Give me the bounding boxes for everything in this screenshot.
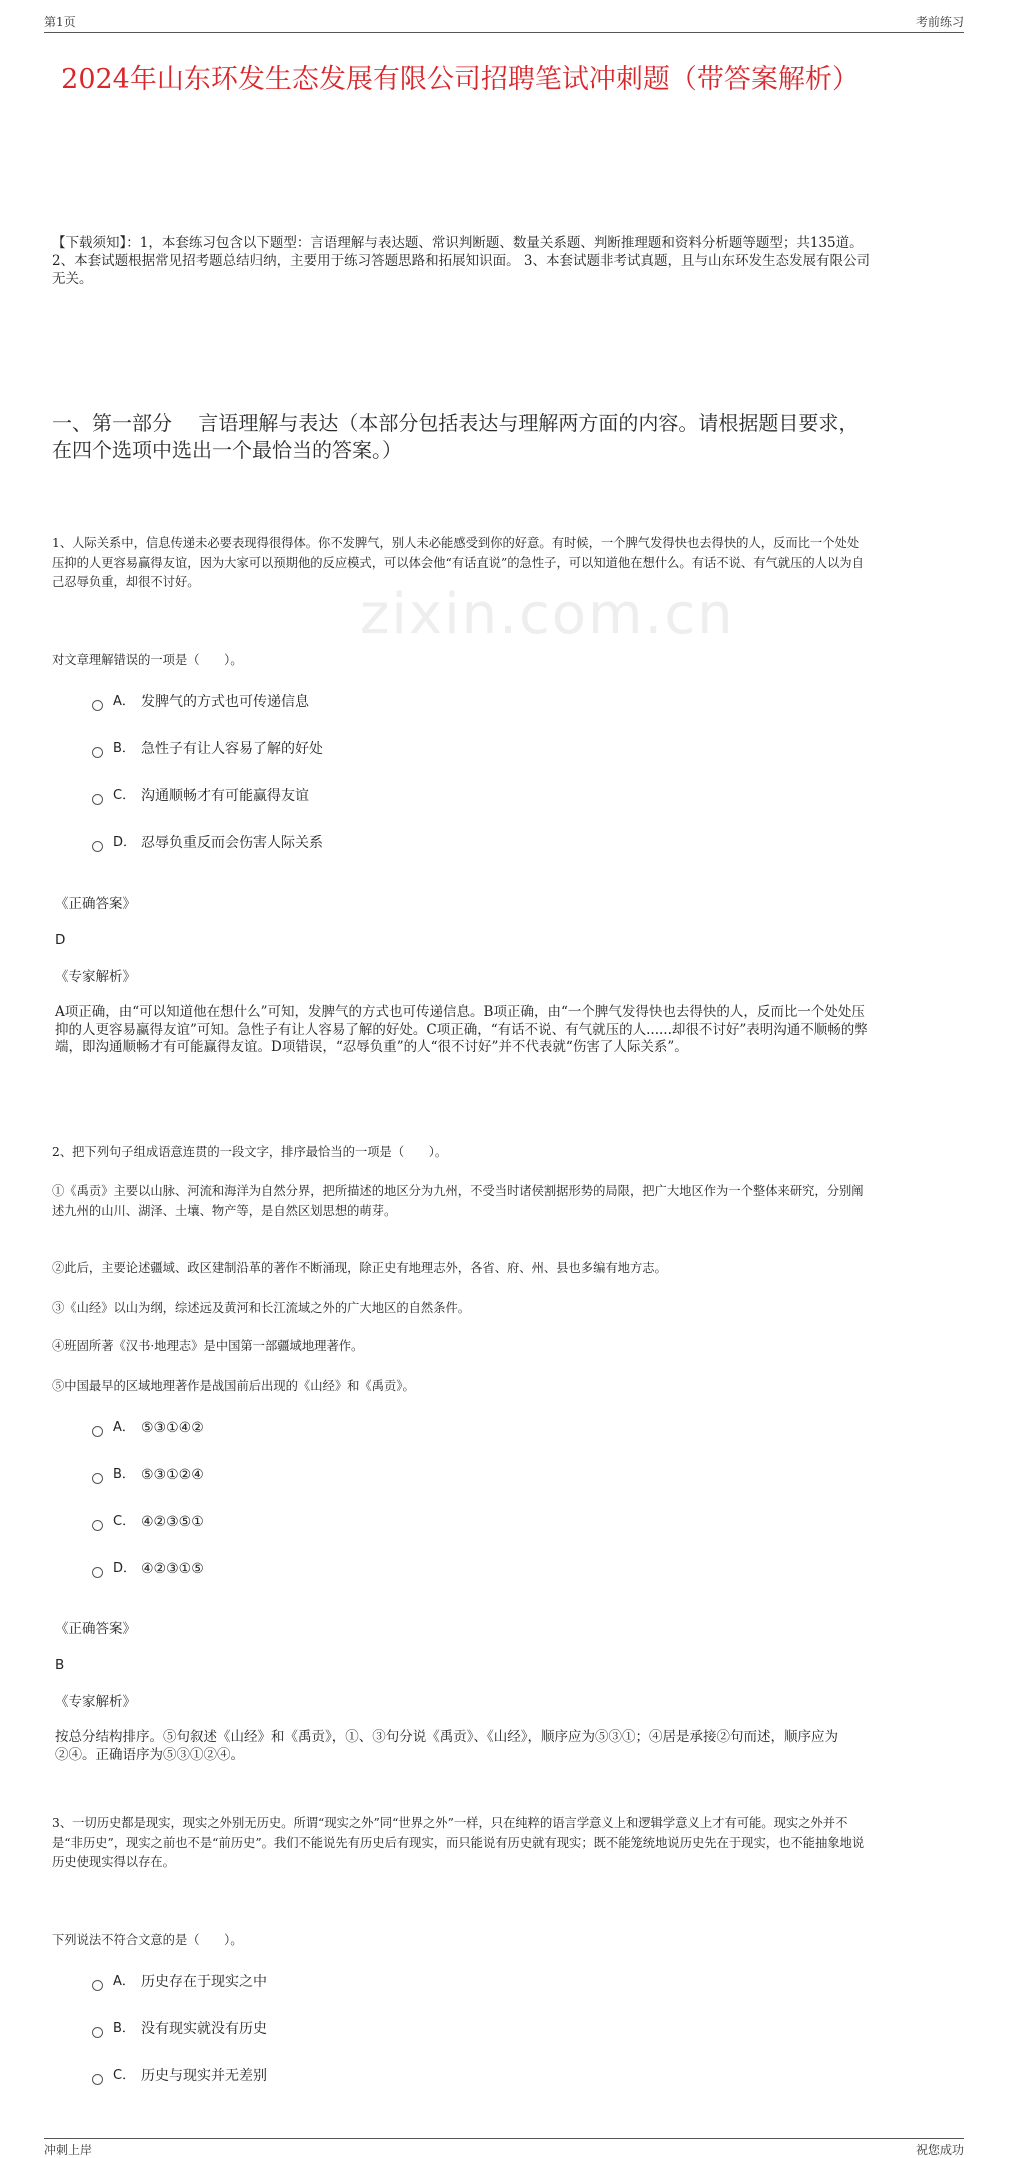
- option-label: B．: [113, 741, 135, 756]
- radio-icon[interactable]: [92, 794, 103, 805]
- option-text: ④②③⑤①: [141, 1514, 204, 1530]
- radio-icon[interactable]: [92, 1567, 103, 1578]
- watermark: zixin.com.cn: [360, 582, 735, 647]
- radio-icon[interactable]: [92, 2074, 103, 2085]
- option-label: C．: [113, 1514, 136, 1529]
- option-text: ④②③①⑤: [141, 1561, 204, 1577]
- option-label: C．: [113, 2068, 136, 2083]
- option-label: D．: [113, 835, 137, 850]
- section-heading: 一、第一部分 言语理解与表达（本部分包括表达与理解两方面的内容。请根据题目要求，在四个选项中选出一个最恰当的答案。）: [52, 411, 859, 462]
- radio-icon[interactable]: [92, 1426, 103, 1437]
- q3-option-a[interactable]: [92, 1972, 1012, 1992]
- header-label: 考前练习: [915, 15, 964, 29]
- q1-analysis: A项正确，由“可以知道他在想什么”可知，发脾气的方式也可传递信息。B项正确，由“一个脾气发得快也去得快的人，反而比一个处处压抑的人更容易赢得友谊”可知。急性子有让人容易了解的好处。C项正确，“有话不说、有气就压的人......却很不讨好”表明沟通不顺畅的弊端，即沟通顺畅才有可能赢得友谊。D项错误，“忍辱负重”的人“很不讨好”并不代表就“伤害了人际关系”。: [55, 1004, 868, 1055]
- q1-option-b[interactable]: [92, 739, 1012, 759]
- radio-icon[interactable]: [92, 1520, 103, 1531]
- expert-analysis-label: 《专家解析》: [55, 1694, 136, 1710]
- question-3-stem: 3、一切历史都是现实，现实之外别无历史。所谓“现实之外”同“世界之外”一样，只在纯粹的语言学意义上和逻辑学意义上才有可能。现实之外并不是“非历史”，现实之前也不是“前历史”。我们不能说先有历史后有现实，而只能说有历史就有现实；既不能笼统地说历史先在于现实，也不能抽象地说历史使现实得以存在。: [52, 1816, 865, 1869]
- question-1-ask: 对文章理解错误的一项是（ ）。: [52, 652, 243, 667]
- q2-sentence-1: ①《禹贡》主要以山脉、河流和海洋为自然分界，把所描述的地区分为九州，不受当时诸侯割据形势的局限，把广大地区作为一个整体来研究，分别阐述九州的山川、湖泽、土壤、物产等，是自然区划思想的萌芽。: [52, 1184, 864, 1218]
- footer-left-text: 冲刺上岸: [44, 2143, 93, 2157]
- option-label: D．: [113, 1561, 137, 1576]
- option-text: 忍辱负重反而会伤害人际关系: [141, 835, 323, 851]
- radio-icon[interactable]: [92, 1473, 103, 1484]
- option-text: 沟通顺畅才有可能赢得友谊: [141, 788, 309, 804]
- q1-option-a[interactable]: [92, 692, 1012, 712]
- option-label: B．: [113, 1467, 135, 1482]
- correct-answer-label: 《正确答案》: [55, 896, 136, 912]
- option-label: A．: [113, 694, 135, 709]
- option-label: B．: [113, 2021, 135, 2036]
- option-label: A．: [113, 1974, 135, 1989]
- option-text: 急性子有让人容易了解的好处: [141, 741, 323, 757]
- question-1-stem: 1、人际关系中，信息传递未必要表现得很得体。你不发脾气，别人未必能感受到你的好意。有时候，一个脾气发得快也去得快的人，反而比一个处处压抑的人更容易赢得友谊，因为大家可以预期他的反应模式，可以体会他“有话直说”的急性子，可以知道他在想什么。有话不说、有气就压的人以为自己忍辱负重，却很不讨好。: [52, 536, 864, 589]
- q2-answer: B: [55, 1657, 65, 1673]
- q2-option-b[interactable]: [92, 1465, 1012, 1485]
- page-header: [44, 13, 964, 33]
- q2-option-d[interactable]: [92, 1559, 1012, 1579]
- option-label: A．: [113, 1420, 135, 1435]
- option-text: 历史与现实并无差别: [141, 2068, 267, 2084]
- q2-sentence-3: ③《山经》以山为纲，综述远及黄河和长江流域之外的广大地区的自然条件。: [52, 1300, 471, 1315]
- q2-option-c[interactable]: [92, 1512, 1012, 1532]
- document-title: 2024年山东环发生态发展有限公司招聘笔试冲刺题（带答案解析）: [61, 64, 859, 95]
- expert-analysis-label: 《专家解析》: [55, 969, 136, 985]
- radio-icon[interactable]: [92, 2027, 103, 2038]
- question-3-ask: 下列说法不符合文意的是（ ）。: [52, 1932, 243, 1947]
- q2-analysis: 按总分结构排序。⑤句叙述《山经》和《禹贡》，①、③句分说《禹贡》、《山经》，顺序应为⑤③①；④居是承接②句而述，顺序应为②④。正确语序为⑤③①②④。: [55, 1729, 838, 1763]
- radio-icon[interactable]: [92, 747, 103, 758]
- option-text: ⑤③①②④: [141, 1467, 204, 1483]
- q2-option-a[interactable]: [92, 1418, 1012, 1438]
- question-2-stem: 2、把下列句子组成语意连贯的一段文字，排序最恰当的一项是（ ）。: [52, 1144, 448, 1159]
- correct-answer-label: 《正确答案》: [55, 1621, 136, 1637]
- q2-sentence-4: ④班固所著《汉书·地理志》是中国第一部疆域地理著作。: [52, 1339, 364, 1353]
- q1-option-d[interactable]: [92, 833, 1012, 853]
- radio-icon[interactable]: [92, 700, 103, 711]
- option-text: 历史存在于现实之中: [141, 1974, 267, 1990]
- q3-option-c[interactable]: [92, 2066, 1012, 2086]
- page-footer: [44, 2138, 964, 2158]
- download-notice: 【下载须知】：1，本套练习包含以下题型：言语理解与表达题、常识判断题、数量关系题、判断推理题和资料分析题等题型；共135道。 2、本套试题根据常见招考题总结归纳，主要用于练习答题思路和拓展知识面。 3、本套试题非考试真题，且与山东环发生态发展有限公司无关。: [52, 235, 870, 287]
- option-text: ⑤③①④②: [141, 1420, 204, 1436]
- q2-sentence-2: ②此后，主要论述疆域、政区建制沿革的著作不断涌现，除正史有地理志外，各省、府、州、县也多编有地方志。: [52, 1261, 667, 1275]
- q3-option-b[interactable]: [92, 2019, 1012, 2039]
- footer-right-text: 祝您成功: [915, 2143, 964, 2157]
- option-text: 发脾气的方式也可传递信息: [141, 694, 309, 710]
- option-label: C．: [113, 788, 136, 803]
- q1-option-c[interactable]: [92, 786, 1012, 806]
- q1-answer: D: [55, 932, 66, 948]
- option-text: 没有现实就没有历史: [141, 2021, 267, 2037]
- q2-sentence-5: ⑤中国最早的区域地理著作是战国前后出现的《山经》和《禹贡》。: [52, 1378, 415, 1393]
- radio-icon[interactable]: [92, 841, 103, 852]
- page-number: 第1页: [44, 15, 76, 29]
- radio-icon[interactable]: [92, 1980, 103, 1991]
